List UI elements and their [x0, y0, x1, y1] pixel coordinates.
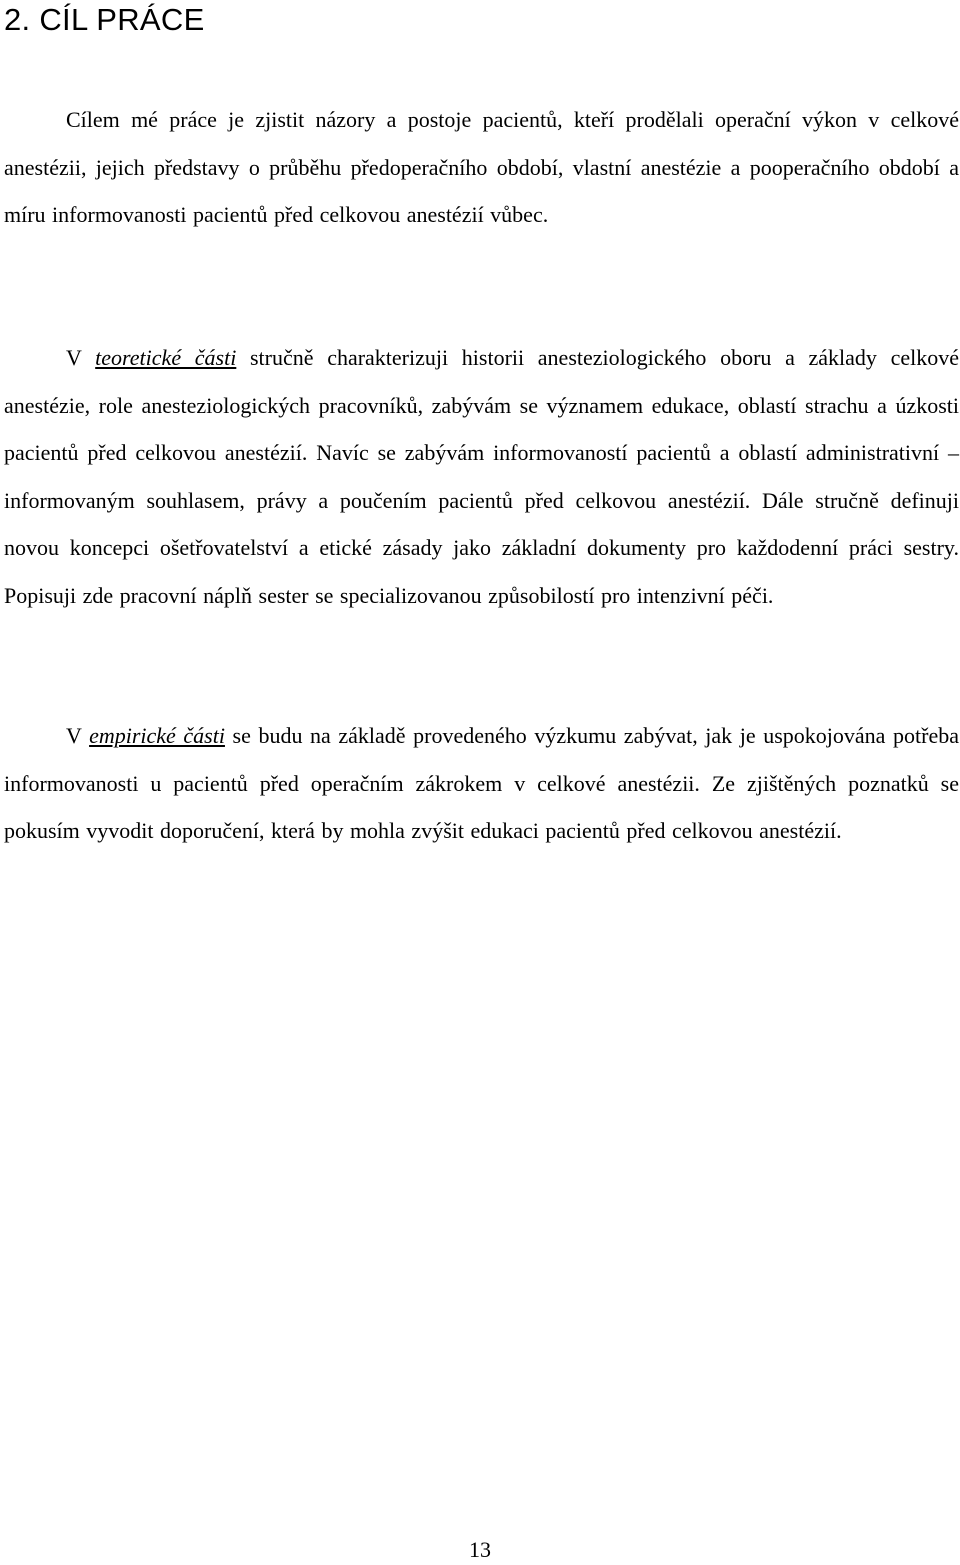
goal-paragraph: [4, 96, 959, 239]
goal-paragraph-text: Cílem mé práce je zjistit názory a postoje pacientů, kteří prodělali operační výkon v celkové anestézii, jejich představy o průběhu předoperačního období, vlastní anestézie a pooperačního období a míru informovanosti pacientů před celkovou anestézií vůbec.: [4, 107, 959, 227]
theoretical-lead: V: [66, 345, 96, 370]
empirical-part-emphasis: empirické části: [89, 723, 225, 748]
theoretical-part-text: stručně charakterizuji historii anesteziologického oboru a základy celkové anestézie, role anesteziologických pracovníků, zabývám se významem edukace, oblastí strachu a úzkosti pacientů před celkovou anestézií. Navíc se zabývám informovaností pacientů a oblastí administrativní – informovaným souhlasem, právy a poučením pacientů před celkovou anestézií. Dále stručně definuji novou koncepci ošetřovatelství a etické zásady jako základní dokumenty pro každodenní práci sestry. Popisuji zde pracovní náplň sester se specializovanou způsobilostí pro intenzivní péči.: [4, 345, 959, 608]
empirical-part-text: se budu na základě provedeného výzkumu zabývat, jak je uspokojována potřeba informovanosti u pacientů před operačním zákrokem v celkové anestézii. Ze zjištěných poznatků se pokusím vyvodit doporučení, která by mohla zvýšit edukaci pacientů před celkovou anestézií.: [4, 723, 959, 843]
page-number: 13: [469, 1537, 491, 1562]
theoretical-part-paragraph: [4, 334, 959, 619]
theoretical-part-emphasis: teoretické části: [95, 345, 237, 370]
empirical-lead: V: [66, 723, 90, 748]
empirical-part-paragraph: [4, 712, 959, 855]
chapter-heading: 2. CÍL PRÁCE: [4, 2, 205, 37]
